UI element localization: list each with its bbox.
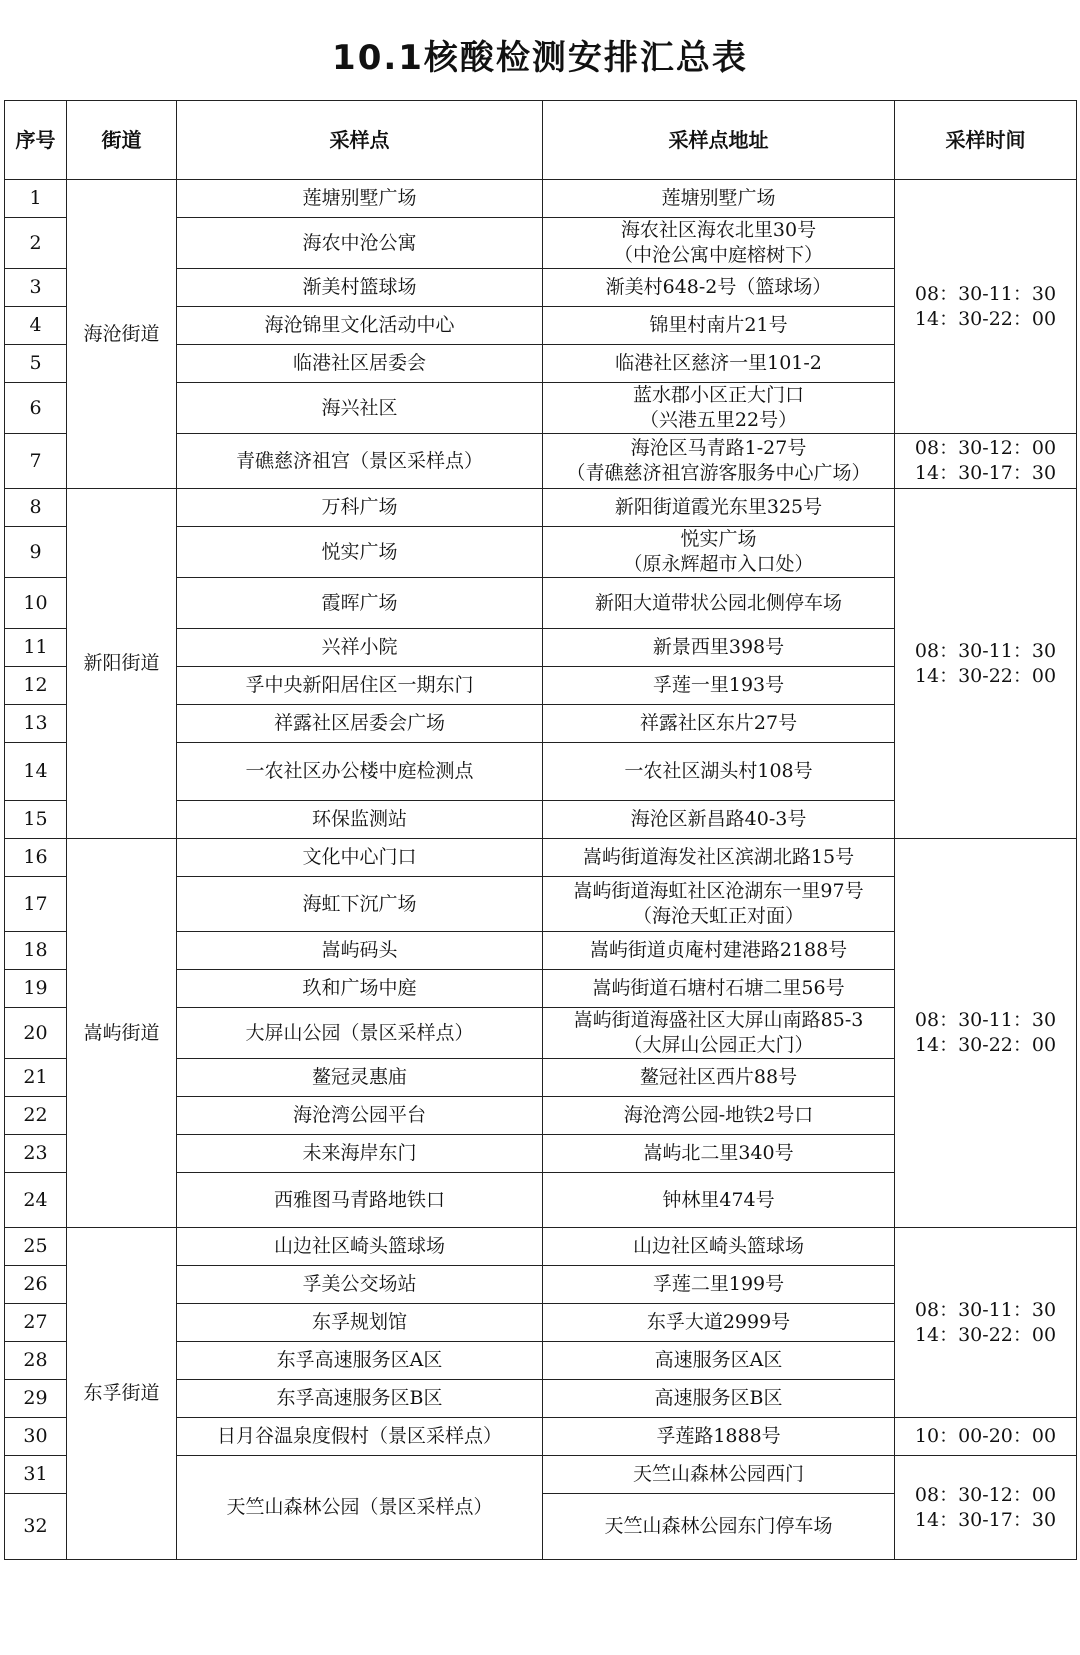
site-cell: [177, 180, 543, 218]
row-number: 15: [5, 801, 67, 839]
site-cell: [177, 434, 543, 489]
site-cell: [177, 1418, 543, 1456]
row-number: 8: [5, 489, 67, 527]
cell-line: 东孚高速服务区A区: [276, 1349, 443, 1371]
row-number: 21: [5, 1059, 67, 1097]
table-row: [5, 1228, 1077, 1266]
cell-line: 孚中央新阳居住区一期东门: [245, 674, 474, 696]
cell-line: 环保监测站: [311, 808, 407, 830]
cell-line: 山边社区崎头篮球场: [632, 1235, 804, 1257]
site-cell: [177, 1008, 543, 1059]
page-title: 10.1核酸检测安排汇总表: [332, 38, 748, 78]
cell-line: 孚美公交场站: [302, 1273, 417, 1295]
cell-line: 鳌冠社区西片88号: [639, 1066, 798, 1088]
cell-line: 临港社区慈济一里101-2: [615, 352, 822, 374]
site-cell: [177, 1173, 543, 1228]
cell-line: 莲塘别墅广场: [302, 187, 417, 209]
time-cell: [895, 180, 1077, 434]
row-number: 9: [5, 527, 67, 578]
row-number: 17: [5, 877, 67, 932]
cell-line: 08：30-12：00: [914, 437, 1057, 459]
site-cell: [177, 1097, 543, 1135]
site-cell: [177, 345, 543, 383]
street-cell: 新阳街道: [67, 489, 177, 839]
site-cell: [177, 743, 543, 801]
row-number: 29: [5, 1380, 67, 1418]
address-cell: [543, 1173, 895, 1228]
row-number: 20: [5, 1008, 67, 1059]
cell-line: 日月谷温泉度假村（景区采样点）: [216, 1425, 502, 1447]
address-cell: [543, 434, 895, 489]
row-number: 11: [5, 629, 67, 667]
cell-line: 14：30-22：00: [914, 307, 1057, 330]
cell-line: 孚莲路1888号: [656, 1425, 781, 1447]
cell-line: 祥露社区东片27号: [639, 712, 798, 734]
cell-line: 大屏山公园（景区采样点）: [245, 1021, 474, 1044]
site-cell: [177, 1059, 543, 1097]
address-cell: [543, 527, 895, 578]
site-cell: [177, 801, 543, 839]
cell-line: 天竺山森林公园西门: [632, 1463, 804, 1485]
cell-line: 08：30-12：00: [914, 1483, 1057, 1506]
address-cell: [543, 877, 895, 932]
time-cell: [895, 1418, 1077, 1456]
site-cell: [177, 218, 543, 269]
cell-line: 高速服务区B区: [654, 1387, 783, 1409]
address-cell: [543, 1059, 895, 1097]
site-cell: [177, 839, 543, 877]
site-cell: [177, 705, 543, 743]
address-cell: [543, 1342, 895, 1380]
cell-line: （兴港五里22号）: [639, 409, 798, 431]
cell-line: 天竺山森林公园东门停车场: [604, 1515, 833, 1537]
cell-line: 青礁慈济祖宫（景区采样点）: [235, 449, 483, 472]
street-cell: 嵩屿街道: [67, 839, 177, 1228]
cell-line: 海沧湾公园平台: [292, 1104, 426, 1126]
row-number: 10: [5, 578, 67, 629]
time-cell: [895, 839, 1077, 1228]
cell-line: 海沧区新昌路40-3号: [630, 808, 807, 830]
address-cell: [543, 1228, 895, 1266]
cell-line: 嵩屿街道贞庵村建港路2188号: [589, 939, 848, 961]
site-cell: [177, 1304, 543, 1342]
address-cell: [543, 1418, 895, 1456]
row-number: 4: [5, 307, 67, 345]
site-cell: [177, 932, 543, 970]
cell-line: （原永辉超市入口处）: [623, 553, 814, 575]
row-number: 18: [5, 932, 67, 970]
time-cell: [895, 1228, 1077, 1418]
cell-line: （中沧公寓中庭榕树下）: [613, 244, 823, 266]
address-cell: [543, 218, 895, 269]
cell-line: 莲塘别墅广场: [661, 187, 776, 209]
site-cell: [177, 1380, 543, 1418]
row-number: 2: [5, 218, 67, 269]
street-cell: 海沧街道: [67, 180, 177, 489]
cell-line: 渐美村篮球场: [302, 276, 417, 298]
address-cell: [543, 705, 895, 743]
row-number: 14: [5, 743, 67, 801]
cell-line: 新阳街道霞光东里325号: [614, 496, 823, 518]
row-number: 19: [5, 970, 67, 1008]
cell-line: 14：30-22：00: [914, 1323, 1057, 1346]
row-number: 1: [5, 180, 67, 218]
cell-line: 嵩屿街道海发社区滨湖北路15号: [582, 846, 855, 868]
cell-line: 一农社区湖头村108号: [624, 760, 813, 782]
address-cell: [543, 1494, 895, 1560]
cell-line: 嵩屿街道海盛社区大屏山南路85-3: [573, 1009, 864, 1031]
site-cell: [177, 667, 543, 705]
row-number: 3: [5, 269, 67, 307]
cell-line: 渐美村648-2号（篮球场）: [605, 276, 832, 298]
site-cell: [177, 970, 543, 1008]
cell-line: 14：30-22：00: [914, 664, 1057, 687]
cell-line: 海虹下沉广场: [302, 892, 417, 915]
address-cell: [543, 932, 895, 970]
table-row: [5, 180, 1077, 218]
row-number: 27: [5, 1304, 67, 1342]
header-no: 序号: [5, 101, 67, 180]
time-cell: [895, 489, 1077, 839]
cell-line: 高速服务区A区: [654, 1349, 783, 1371]
row-number: 23: [5, 1135, 67, 1173]
cell-line: 08：30-11：30: [914, 1009, 1057, 1031]
address-cell: [543, 307, 895, 345]
cell-line: 临港社区居委会: [292, 352, 426, 374]
site-cell: [177, 629, 543, 667]
cell-line: 祥露社区居委会广场: [273, 712, 445, 734]
site-cell: [177, 1228, 543, 1266]
cell-line: 14：30-17：30: [914, 1508, 1057, 1531]
address-cell: [543, 1266, 895, 1304]
row-number: 32: [5, 1494, 67, 1560]
row-number: 16: [5, 839, 67, 877]
cell-line: 锦里村南片21号: [649, 314, 788, 336]
row-number: 30: [5, 1418, 67, 1456]
address-cell: [543, 180, 895, 218]
cell-line: 14：30-22：00: [914, 1034, 1057, 1056]
row-number: 7: [5, 434, 67, 489]
row-number: 24: [5, 1173, 67, 1228]
cell-line: 山边社区崎头篮球场: [273, 1235, 445, 1257]
address-cell: [543, 1380, 895, 1418]
row-number: 13: [5, 705, 67, 743]
cell-line: 蓝水郡小区正大门口: [632, 384, 804, 406]
cell-line: 孚莲一里193号: [652, 674, 785, 696]
schedule-table: [4, 100, 1077, 1560]
row-number: 6: [5, 383, 67, 434]
address-cell: [543, 1097, 895, 1135]
site-cell: [177, 1342, 543, 1380]
header-site: 采样点: [177, 101, 543, 180]
address-cell: [543, 743, 895, 801]
address-cell: [543, 839, 895, 877]
address-cell: [543, 383, 895, 434]
cell-line: 海沧锦里文化活动中心: [264, 314, 455, 336]
cell-line: 东孚规划馆: [311, 1311, 407, 1333]
table-row: [5, 839, 1077, 877]
cell-line: 东孚大道2999号: [646, 1311, 791, 1333]
site-cell: [177, 1456, 543, 1560]
address-cell: [543, 970, 895, 1008]
cell-line: 嵩屿北二里340号: [643, 1142, 794, 1164]
cell-line: （海沧天虹正对面）: [632, 905, 804, 927]
row-number: 5: [5, 345, 67, 383]
row-number: 31: [5, 1456, 67, 1494]
site-cell: [177, 1135, 543, 1173]
cell-line: 海兴社区: [321, 396, 398, 419]
cell-line: 08：30-11：30: [914, 1298, 1057, 1321]
cell-line: 10：00-20：00: [914, 1425, 1057, 1447]
address-cell: [543, 629, 895, 667]
cell-line: 玖和广场中庭: [302, 977, 417, 999]
address-cell: [543, 1135, 895, 1173]
cell-line: 嵩屿街道海虹社区沧湖东一里97号: [573, 880, 864, 902]
cell-line: 08：30-11：30: [914, 639, 1057, 662]
cell-line: 海沧区马青路1-27号: [630, 437, 807, 459]
site-cell: [177, 489, 543, 527]
cell-line: 天竺山森林公园（景区采样点）: [226, 1496, 493, 1518]
header-row: [5, 101, 1077, 180]
site-cell: [177, 307, 543, 345]
cell-line: 悦实广场: [321, 540, 398, 563]
cell-line: 悦实广场: [680, 528, 757, 550]
address-cell: [543, 801, 895, 839]
table-body: [5, 180, 1077, 1560]
address-cell: [543, 578, 895, 629]
cell-line: 霞晖广场: [321, 591, 398, 614]
cell-line: 未来海岸东门: [302, 1142, 417, 1164]
cell-line: 文化中心门口: [302, 846, 417, 868]
cell-line: （大屏山公园正大门）: [623, 1034, 814, 1056]
header-time: 采样时间: [895, 101, 1077, 180]
site-cell: [177, 1266, 543, 1304]
time-cell: [895, 1456, 1077, 1560]
site-cell: [177, 269, 543, 307]
site-cell: [177, 383, 543, 434]
time-cell: [895, 434, 1077, 489]
site-cell: [177, 877, 543, 932]
cell-line: 新景西里398号: [652, 636, 785, 658]
address-cell: [543, 1456, 895, 1494]
cell-line: 海农中沧公寓: [302, 231, 417, 254]
address-cell: [543, 489, 895, 527]
row-number: 28: [5, 1342, 67, 1380]
table-row: [5, 489, 1077, 527]
address-cell: [543, 1304, 895, 1342]
street-cell: 东孚街道: [67, 1228, 177, 1560]
header-address: 采样点地址: [543, 101, 895, 180]
row-number: 22: [5, 1097, 67, 1135]
row-number: 12: [5, 667, 67, 705]
site-cell: [177, 527, 543, 578]
cell-line: 钟林里474号: [662, 1188, 775, 1211]
row-number: 25: [5, 1228, 67, 1266]
row-number: 26: [5, 1266, 67, 1304]
address-cell: [543, 345, 895, 383]
cell-line: （青礁慈济祖宫游客服务中心广场）: [566, 462, 871, 484]
cell-line: 嵩屿码头: [321, 939, 398, 961]
cell-line: 鳌冠灵惠庙: [311, 1066, 407, 1088]
address-cell: [543, 1008, 895, 1059]
cell-line: 嵩屿街道石塘村石塘二里56号: [592, 977, 845, 999]
address-cell: [543, 269, 895, 307]
address-cell: [543, 667, 895, 705]
cell-line: 万科广场: [321, 496, 398, 518]
cell-line: 西雅图马青路地铁口: [273, 1188, 445, 1211]
cell-line: 海沧湾公园-地铁2号口: [623, 1104, 814, 1126]
cell-line: 孚莲二里199号: [652, 1273, 785, 1295]
cell-line: 海农社区海农北里30号: [620, 219, 817, 241]
header-street: 街道: [67, 101, 177, 180]
cell-line: 08：30-11：30: [914, 282, 1057, 305]
cell-line: 兴祥小院: [321, 636, 398, 658]
cell-line: 14：30-17：30: [914, 462, 1057, 484]
cell-line: 一农社区办公楼中庭检测点: [245, 760, 474, 782]
site-cell: [177, 578, 543, 629]
cell-line: 东孚高速服务区B区: [276, 1387, 443, 1409]
cell-line: 新阳大道带状公园北侧停车场: [594, 591, 842, 614]
